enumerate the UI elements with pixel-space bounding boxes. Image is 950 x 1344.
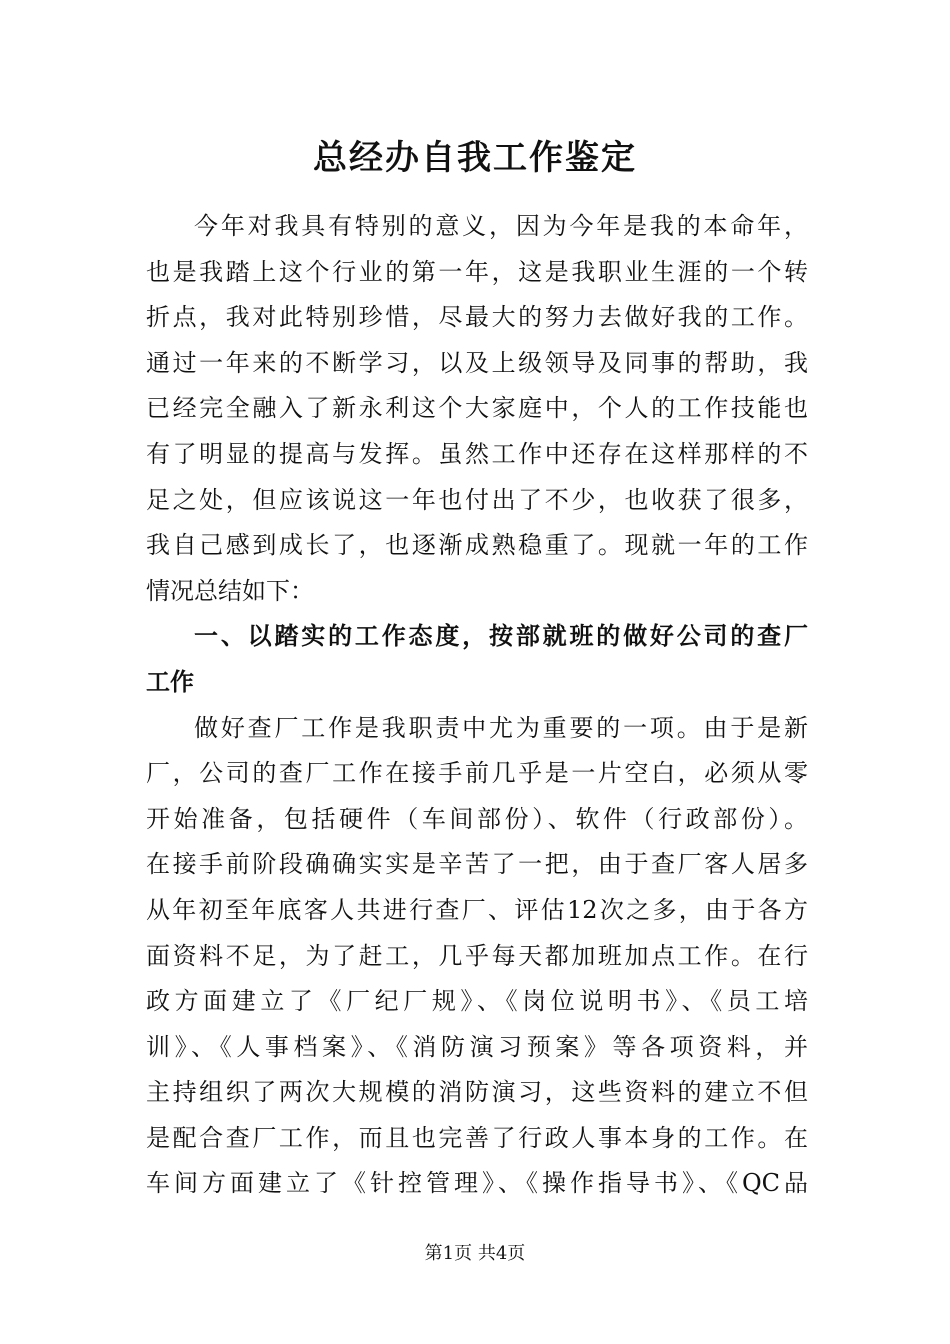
paragraph-line: 做好查厂工作是我职责中尤为重要的一项。由于是新 [194, 713, 808, 742]
paragraph-line: 情况总结如下： [146, 576, 314, 605]
paragraph-line: 从年初至年底客人共进行查厂、评估12次之多，由于各方 [146, 895, 808, 924]
paragraph-line: 我自己感到成长了，也逐渐成熟稳重了。现就一年的工作 [146, 531, 808, 560]
paragraph-line: 政方面建立了《厂纪厂规》、《岗位说明书》、《员工培 [146, 987, 808, 1016]
paragraph-line: 有了明显的提高与发挥。虽然工作中还存在这样那样的不 [146, 439, 808, 468]
paragraph-line: 是配合查厂工作，而且也完善了行政人事本身的工作。在 [146, 1123, 808, 1152]
document-body [146, 204, 808, 1207]
paragraph-line: 通过一年来的不断学习，以及上级领导及同事的帮助，我 [146, 348, 808, 377]
paragraph-line: 折点，我对此特别珍惜，尽最大的努力去做好我的工作。 [146, 303, 808, 332]
paragraph-line: 面资料不足，为了赶工，几乎每天都加班加点工作。在行 [146, 941, 808, 970]
page-footer: 第1页 共4页 [424, 1243, 526, 1264]
paragraph-line: 主持组织了两次大规模的消防演习，这些资料的建立不但 [146, 1078, 808, 1107]
document-title: 总经办自我工作鉴定 [313, 138, 637, 178]
paragraph-line: 今年对我具有特别的意义，因为今年是我的本命年， [194, 212, 808, 240]
paragraph-line: 车间方面建立了《针控管理》、《操作指导书》、《QC品 [146, 1169, 808, 1198]
paragraph-line: 在接手前阶段确确实实是辛苦了一把，由于查厂客人居多 [146, 850, 808, 879]
paragraph-line: 足之处，但应该说这一年也付出了不少，也收获了很多， [146, 485, 808, 514]
paragraph-line: 开始准备，包括硬件（车间部份）、软件（行政部份）。 [146, 804, 808, 833]
paragraph-line: 已经完全融入了新永利这个大家庭中，个人的工作技能也 [146, 394, 808, 423]
paragraph-line: 训》、《人事档案》、《消防演习预案》等各项资料，并 [146, 1032, 808, 1061]
section-heading-line: 工作 [146, 667, 194, 696]
paragraph-line: 也是我踏上这个行业的第一年，这是我职业生涯的一个转 [146, 257, 808, 286]
paragraph-line: 厂，公司的查厂工作在接手前几乎是一片空白，必须从零 [146, 759, 808, 788]
section-heading-line: 一、以踏实的工作态度，按部就班的做好公司的查厂 [194, 622, 808, 651]
